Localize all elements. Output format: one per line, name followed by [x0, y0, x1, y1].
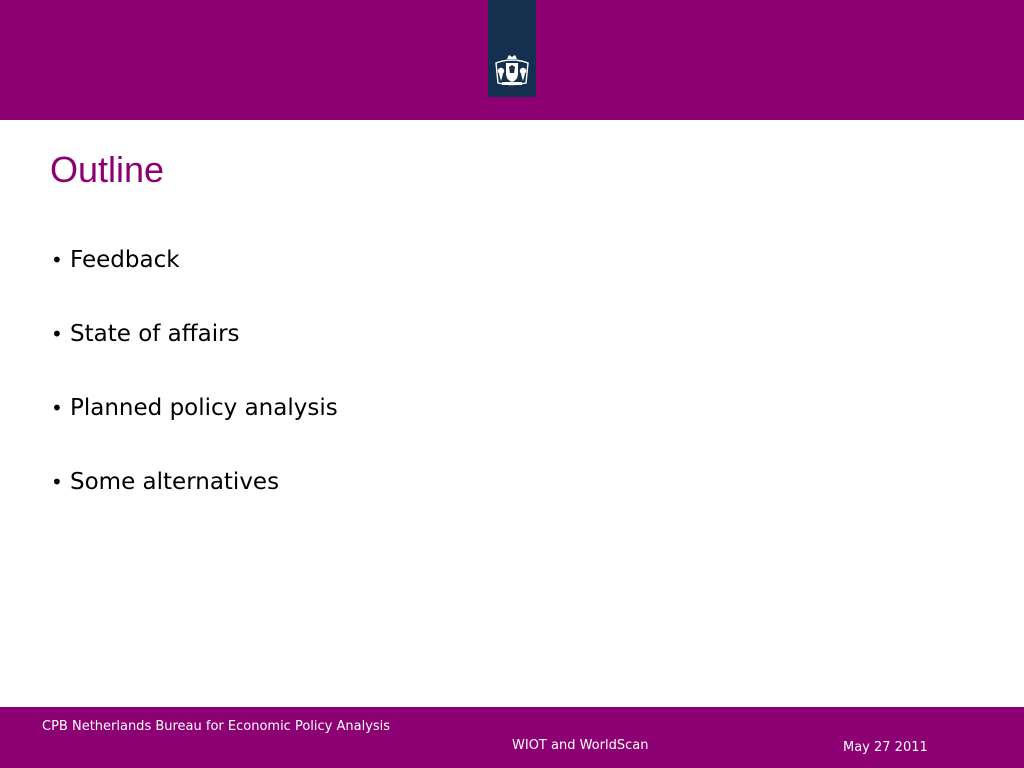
bullet-icon: • [51, 322, 63, 346]
list-item [51, 389, 338, 427]
bullet-icon: • [51, 470, 63, 494]
slide-title: Outline [50, 149, 165, 190]
list-item [51, 241, 338, 279]
bullet-text: Feedback [70, 247, 180, 273]
bullet-text: Some alternatives [70, 469, 280, 495]
footer-organization: CPB Netherlands Bureau for Economic Policy Analysis [42, 719, 391, 734]
header-bar [0, 0, 1024, 120]
bullet-icon: • [51, 396, 63, 420]
bullet-text: Planned policy analysis [70, 395, 338, 421]
footer-date: May 27 2011 [843, 740, 928, 755]
bullet-icon: • [51, 248, 63, 272]
bullet-text: State of affairs [70, 321, 240, 347]
footer-bar [0, 707, 1024, 768]
list-item [51, 463, 338, 501]
list-item [51, 315, 338, 353]
footer-topic: WIOT and WorldScan [512, 738, 649, 753]
bullet-list [51, 241, 338, 537]
coat-of-arms-icon [493, 53, 531, 87]
logo-ribbon [488, 0, 536, 97]
